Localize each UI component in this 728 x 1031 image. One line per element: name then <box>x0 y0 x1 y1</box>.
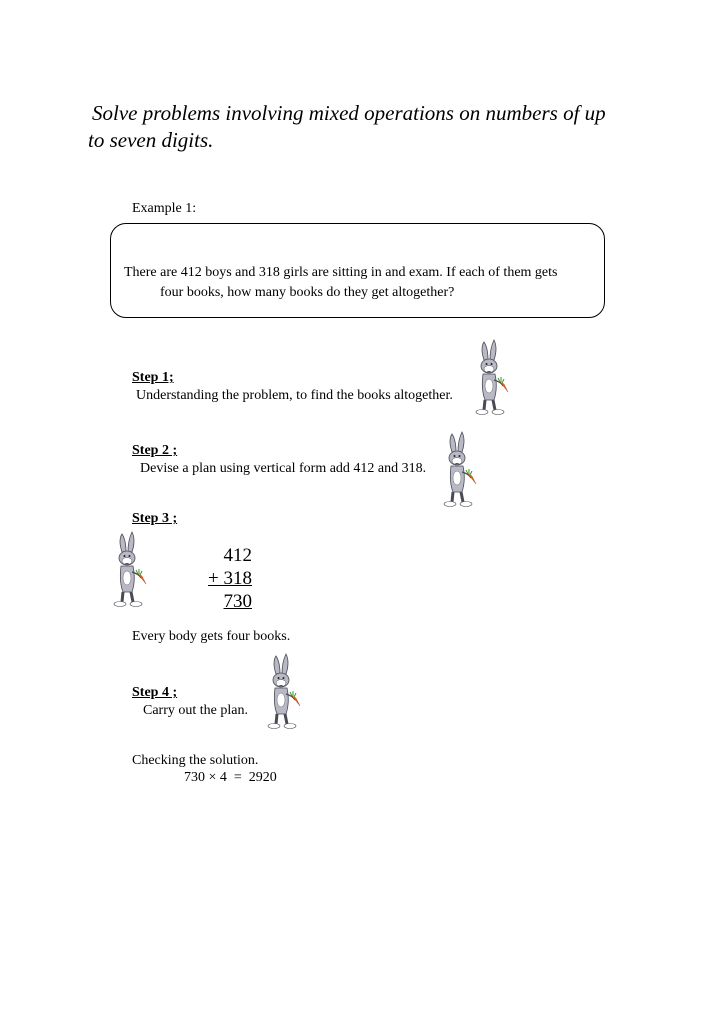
title-line-2: to seven digits. <box>88 128 214 152</box>
step-3-label: Step 3 ; <box>132 511 178 526</box>
vertical-addition <box>182 544 252 613</box>
problem-line-2: four books, how many books do they get altogether? <box>160 285 455 300</box>
problem-line-1: There are 412 boys and 318 girls are sitting in and exam. If each of them gets <box>124 265 558 280</box>
bunny-icon <box>108 530 154 610</box>
addend-2: + 318 <box>208 568 252 589</box>
step-4-label: Step 4 ; <box>132 685 178 700</box>
example-label: Example 1: <box>132 201 197 216</box>
problem-statement <box>124 263 594 303</box>
step-2-text: Devise a plan using vertical form add 412 and 318. <box>140 461 427 476</box>
sum-result: 730 <box>223 591 252 612</box>
step-3-text: Every body gets four books. <box>132 629 291 644</box>
step-4-text: Carry out the plan. <box>143 703 248 718</box>
checking-label: Checking the solution. <box>132 753 259 768</box>
step-1-text: Understanding the problem, to find the books altogether. <box>136 388 453 403</box>
bunny-icon <box>438 430 484 510</box>
bunny-icon <box>262 652 308 732</box>
step-1-label: Step 1; <box>132 370 174 385</box>
title-line-1: Solve problems involving mixed operations on numbers of up <box>92 101 606 125</box>
page-title <box>88 100 668 154</box>
step-2-label: Step 2 ; <box>132 443 178 458</box>
checking-equation: 730 × 4 = 2920 <box>184 770 277 785</box>
bunny-icon <box>470 338 516 418</box>
addend-1: 412 <box>223 545 252 566</box>
